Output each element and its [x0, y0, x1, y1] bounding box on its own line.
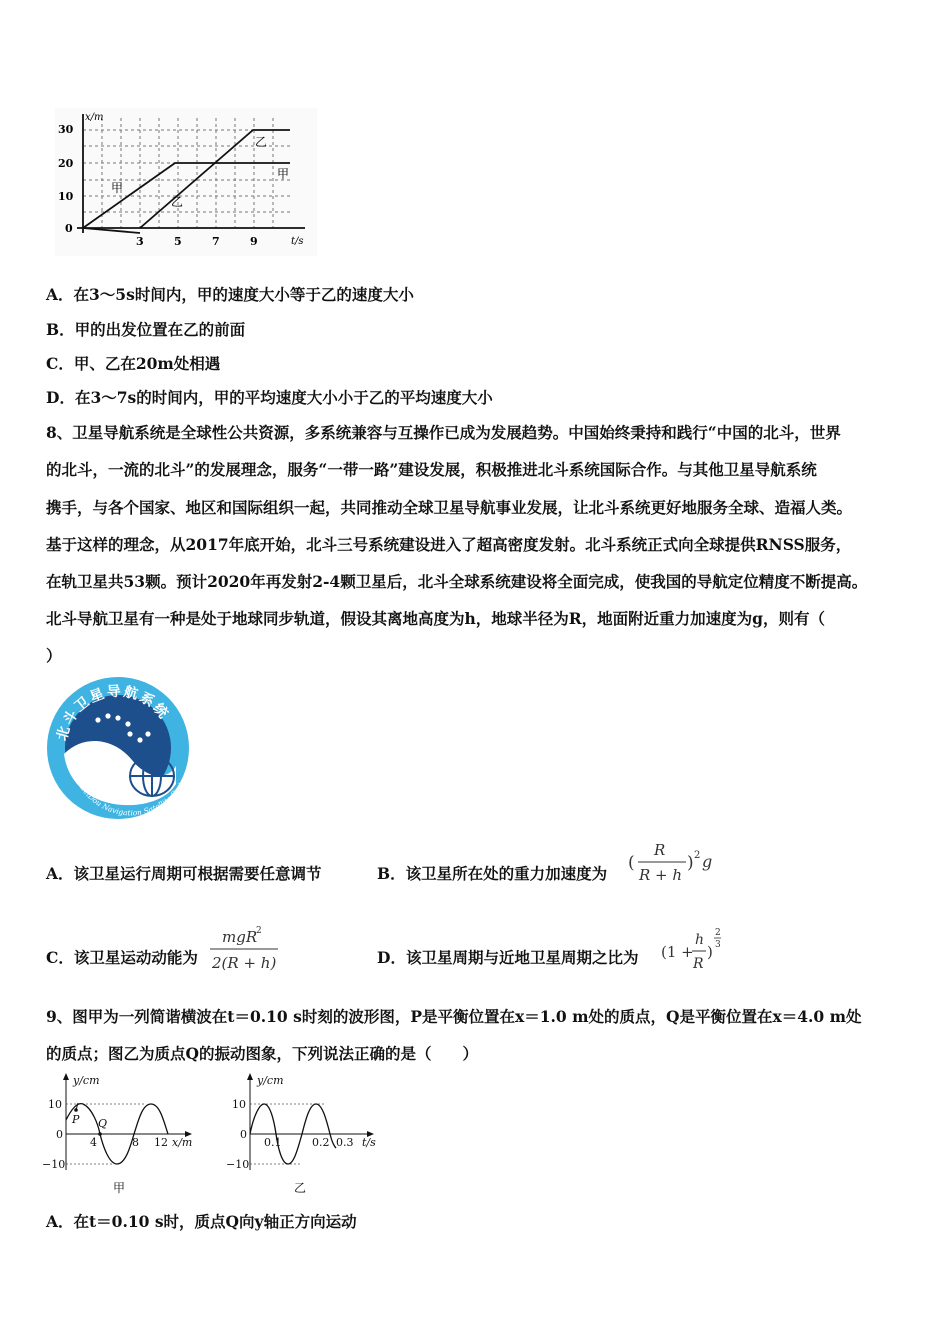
svg-text:2(R + h): 2(R + h): [212, 954, 277, 972]
svg-text:mgR: mgR: [222, 928, 258, 946]
svg-text:): ): [687, 853, 694, 873]
svg-text:R: R: [693, 956, 704, 972]
svg-text:x/m: x/m: [172, 1136, 193, 1149]
svg-text:2: 2: [694, 850, 701, 861]
q7-option-d[interactable]: D．在3～7s的时间内，甲的平均速度大小小于乙的平均速度大小: [46, 388, 493, 407]
svg-text:2: 2: [256, 926, 262, 936]
svg-text:12: 12: [154, 1136, 168, 1149]
svg-text:2: 2: [715, 928, 721, 938]
label-yi-1: 乙: [171, 195, 184, 209]
q8-text-line-2: 的北斗，一流的北斗”的发展理念，服务“一带一路”建设发展，积极推进北斗系统国际合作。与其他卫星导航系统: [46, 460, 817, 479]
q8-text-line-7: ）: [46, 646, 62, 665]
svg-text:(1 +: (1 +: [661, 943, 694, 961]
beidou-logo: [44, 676, 194, 821]
svg-text:R: R: [654, 841, 666, 859]
formula-d: [660, 922, 730, 976]
q8-option-a[interactable]: A．该卫星运行周期可根据需要任意调节: [46, 864, 322, 883]
q8-option-b[interactable]: B．该卫星所在处的重力加速度为: [377, 864, 608, 883]
q8-text-line-5: 在轨卫星共53颗。预计2020年再发射2-4颗卫星后，北斗全球系统建设将全面完成，使我国的导航定位精度不断提高。: [46, 572, 868, 591]
svg-text:10: 10: [232, 1098, 246, 1111]
svg-text:y/cm: y/cm: [73, 1074, 100, 1087]
svg-text:P: P: [72, 1113, 80, 1126]
svg-text:g: g: [702, 852, 713, 871]
svg-text:0.3: 0.3: [336, 1136, 354, 1149]
xtick-7: 7: [212, 235, 220, 248]
wave-graph-yi: [226, 1070, 386, 1196]
formula-b: [626, 838, 726, 888]
svg-text:10: 10: [48, 1098, 62, 1111]
svg-text:R + h: R + h: [639, 866, 683, 884]
q8-text-line-1: 8、卫星导航系统是全球性公共资源，多系统兼容与互操作已成为发展趋势。中国始终秉持和践行“中国的北斗，世界: [46, 423, 841, 442]
q8-text-line-3: 携手，与各个国家、地区和国际组织一起，共同推动全球卫星导航事业发展，让北斗系统更好地服务全球、造福人类。: [46, 498, 853, 517]
y-axis-label: x/m: [85, 112, 104, 123]
ytick-20: 20: [58, 157, 74, 170]
q8-option-d[interactable]: D．该卫星周期与近地卫星周期之比为: [377, 948, 639, 967]
xtick-9: 9: [250, 235, 258, 248]
svg-text:0.2: 0.2: [312, 1136, 330, 1149]
caption-yi: 乙: [294, 1181, 307, 1195]
svg-text:): ): [707, 943, 713, 961]
label-yi-2: 乙: [255, 135, 268, 149]
logo-text-cn: 北斗卫星导航系统: [54, 683, 172, 743]
svg-text:h: h: [695, 932, 705, 948]
svg-text:−10: −10: [226, 1158, 250, 1171]
ytick-10: 10: [58, 190, 74, 203]
ytick-30: 30: [58, 123, 74, 136]
x-axis-label: t/s: [291, 236, 304, 247]
label-jia-2: 甲: [277, 167, 290, 181]
svg-text:Q: Q: [98, 1117, 108, 1130]
q7-option-b[interactable]: B．甲的出发位置在乙的前面: [46, 320, 246, 339]
label-jia-1: 甲: [111, 181, 124, 195]
q8-text-line-4: 基于这样的理念，从2017年底开始，北斗三号系统建设进入了超高密度发射。北斗系统正式向全球提供RNSS服务，: [46, 535, 852, 554]
svg-text:0: 0: [240, 1128, 247, 1141]
svg-text:(: (: [628, 853, 635, 873]
svg-text:4: 4: [90, 1136, 97, 1149]
q9-text-line-1: 9、图甲为一列简谐横波在t＝0.10 s时刻的波形图，P是平衡位置在x＝1.0 m处的质点，Q是平衡位置在x＝4.0 m处: [46, 1007, 862, 1026]
svg-text:8: 8: [132, 1136, 139, 1149]
caption-jia: 甲: [113, 1181, 126, 1195]
formula-c: [208, 920, 288, 976]
xt-graph: [55, 108, 317, 256]
q9-text-line-2: 的质点；图乙为质点Q的振动图象，下列说法正确的是（ ）: [46, 1044, 479, 1063]
q7-option-c[interactable]: C．甲、乙在20m处相遇: [46, 354, 221, 373]
svg-text:−10: −10: [42, 1158, 66, 1171]
q8-option-c[interactable]: C．该卫星运动动能为: [46, 948, 198, 967]
svg-text:y/cm: y/cm: [257, 1074, 284, 1087]
svg-text:t/s: t/s: [362, 1136, 376, 1149]
q7-option-a[interactable]: A．在3～5s时间内，甲的速度大小等于乙的速度大小: [46, 285, 414, 304]
wave-graph-jia: [40, 1070, 200, 1196]
xtick-3: 3: [136, 235, 144, 248]
ytick-0: 0: [65, 222, 73, 235]
q9-option-a[interactable]: A．在t＝0.10 s时，质点Q向y轴正方向运动: [46, 1212, 357, 1231]
q8-text-line-6: 北斗导航卫星有一种是处于地球同步轨道，假设其离地高度为h，地球半径为R，地面附近重力加速度为g，则有（: [46, 609, 825, 628]
svg-text:0: 0: [56, 1128, 63, 1141]
svg-text:3: 3: [715, 940, 721, 950]
xtick-5: 5: [174, 235, 182, 248]
logo-text-en: BeiDou Navigation Satellite System: [78, 771, 191, 818]
svg-text:0.1: 0.1: [264, 1136, 282, 1149]
